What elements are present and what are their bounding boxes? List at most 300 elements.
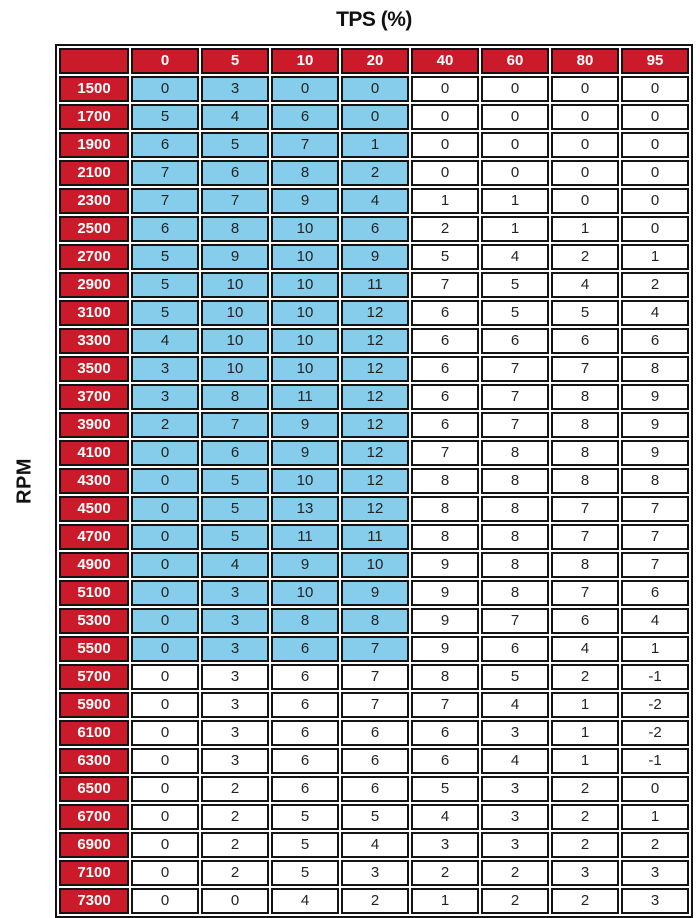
table-row — [59, 748, 689, 774]
value-cell: 8 — [341, 608, 409, 634]
column-header: 80 — [551, 48, 619, 74]
value-cell: 9 — [271, 552, 339, 578]
value-cell: 3 — [201, 636, 269, 662]
value-cell: 12 — [341, 356, 409, 382]
value-cell: 6 — [411, 328, 479, 354]
row-header: 3300 — [59, 328, 129, 354]
value-cell: -2 — [621, 720, 689, 746]
value-cell: -2 — [621, 692, 689, 718]
value-cell: 7 — [271, 132, 339, 158]
value-cell: 6 — [411, 720, 479, 746]
row-header: 7100 — [59, 860, 129, 886]
value-cell: 9 — [201, 244, 269, 270]
value-cell: 6 — [411, 412, 479, 438]
value-cell: 0 — [271, 76, 339, 102]
row-header: 5700 — [59, 664, 129, 690]
value-cell: 7 — [341, 664, 409, 690]
value-cell: 6 — [271, 720, 339, 746]
value-cell: 3 — [411, 832, 479, 858]
value-cell: 5 — [271, 832, 339, 858]
column-header: 40 — [411, 48, 479, 74]
value-cell: 4 — [131, 328, 199, 354]
value-cell: 12 — [341, 328, 409, 354]
row-header: 4700 — [59, 524, 129, 550]
value-cell: 2 — [341, 888, 409, 914]
value-cell: 8 — [481, 580, 549, 606]
value-cell: 7 — [481, 384, 549, 410]
table-row — [59, 188, 689, 214]
value-cell: 10 — [341, 552, 409, 578]
column-header: 20 — [341, 48, 409, 74]
row-header: 3700 — [59, 384, 129, 410]
value-cell: 10 — [201, 272, 269, 298]
value-cell: 9 — [621, 384, 689, 410]
value-cell: 6 — [481, 636, 549, 662]
value-cell: 3 — [551, 860, 619, 886]
value-cell: 7 — [551, 524, 619, 550]
value-cell: 5 — [411, 776, 479, 802]
value-cell: 6 — [341, 776, 409, 802]
value-cell: 0 — [131, 860, 199, 886]
value-cell: 2 — [481, 888, 549, 914]
value-cell: 7 — [201, 412, 269, 438]
value-cell: 2 — [411, 216, 479, 242]
value-cell: 0 — [131, 468, 199, 494]
row-header: 6100 — [59, 720, 129, 746]
table-row — [59, 104, 689, 130]
value-cell: 3 — [481, 804, 549, 830]
value-cell: 8 — [271, 160, 339, 186]
value-cell: 0 — [621, 160, 689, 186]
value-cell: 1 — [621, 244, 689, 270]
value-cell: 6 — [481, 328, 549, 354]
value-cell: 0 — [621, 776, 689, 802]
value-cell: 7 — [131, 188, 199, 214]
table-row — [59, 580, 689, 606]
row-header: 5900 — [59, 692, 129, 718]
value-cell: 6 — [271, 104, 339, 130]
value-cell: 0 — [481, 132, 549, 158]
value-cell: 11 — [271, 524, 339, 550]
value-cell: 10 — [271, 328, 339, 354]
value-cell: 5 — [481, 272, 549, 298]
row-header: 2900 — [59, 272, 129, 298]
row-header: 1700 — [59, 104, 129, 130]
row-header: 1900 — [59, 132, 129, 158]
table-body — [59, 76, 689, 914]
value-cell: 2 — [131, 412, 199, 438]
value-cell: 10 — [271, 272, 339, 298]
table-row — [59, 440, 689, 466]
value-cell: 0 — [131, 804, 199, 830]
value-cell: 7 — [201, 188, 269, 214]
value-cell: 12 — [341, 300, 409, 326]
table-row — [59, 76, 689, 102]
value-cell: 0 — [131, 552, 199, 578]
value-cell: 0 — [131, 692, 199, 718]
value-cell: 0 — [131, 76, 199, 102]
value-cell: 7 — [551, 356, 619, 382]
column-header: 10 — [271, 48, 339, 74]
column-header: 0 — [131, 48, 199, 74]
value-cell: 9 — [341, 244, 409, 270]
value-cell: 3 — [481, 776, 549, 802]
table-row — [59, 832, 689, 858]
value-cell: 12 — [341, 440, 409, 466]
chart-title: TPS (%) — [336, 8, 412, 31]
value-cell: 2 — [551, 888, 619, 914]
value-cell: 4 — [341, 832, 409, 858]
value-cell: 7 — [411, 440, 479, 466]
row-header: 5300 — [59, 608, 129, 634]
value-cell: 0 — [131, 524, 199, 550]
value-cell: 3 — [201, 720, 269, 746]
value-cell: 10 — [271, 580, 339, 606]
value-cell: 9 — [621, 412, 689, 438]
value-cell: 7 — [481, 608, 549, 634]
value-cell: 6 — [411, 384, 479, 410]
value-cell: 8 — [481, 552, 549, 578]
value-cell: 10 — [271, 244, 339, 270]
value-cell: 0 — [131, 720, 199, 746]
value-cell: 10 — [201, 300, 269, 326]
value-cell: 3 — [201, 608, 269, 634]
value-cell: 6 — [271, 692, 339, 718]
value-cell: 10 — [271, 300, 339, 326]
tps-rpm-map-table — [55, 44, 693, 918]
value-cell: 4 — [621, 608, 689, 634]
value-cell: 13 — [271, 496, 339, 522]
table-row — [59, 300, 689, 326]
table-row — [59, 888, 689, 914]
value-cell: 9 — [411, 580, 479, 606]
row-header: 4100 — [59, 440, 129, 466]
table-row — [59, 608, 689, 634]
value-cell: 2 — [551, 244, 619, 270]
value-cell: 7 — [551, 496, 619, 522]
table-row — [59, 132, 689, 158]
value-cell: 3 — [131, 356, 199, 382]
value-cell: 6 — [201, 160, 269, 186]
value-cell: 8 — [271, 608, 339, 634]
value-cell: 3 — [481, 720, 549, 746]
value-cell: 1 — [411, 188, 479, 214]
value-cell: 0 — [551, 76, 619, 102]
row-header: 7300 — [59, 888, 129, 914]
value-cell: 10 — [201, 328, 269, 354]
table-row — [59, 216, 689, 242]
value-cell: 9 — [341, 580, 409, 606]
value-cell: 8 — [621, 468, 689, 494]
value-cell: 6 — [621, 328, 689, 354]
value-cell: 2 — [341, 160, 409, 186]
row-header: 3900 — [59, 412, 129, 438]
row-header: 4900 — [59, 552, 129, 578]
value-cell: 6 — [271, 748, 339, 774]
value-cell: 8 — [551, 384, 619, 410]
value-cell: 1 — [411, 888, 479, 914]
value-cell: 6 — [271, 636, 339, 662]
value-cell: 0 — [621, 76, 689, 102]
value-cell: 7 — [481, 356, 549, 382]
value-cell: 0 — [131, 580, 199, 606]
value-cell: 8 — [621, 356, 689, 382]
row-header: 5500 — [59, 636, 129, 662]
value-cell: 3 — [621, 860, 689, 886]
value-cell: 5 — [271, 860, 339, 886]
value-cell: 5 — [271, 804, 339, 830]
value-cell: 0 — [341, 104, 409, 130]
value-cell: 1 — [621, 636, 689, 662]
value-cell: 3 — [341, 860, 409, 886]
value-cell: 0 — [131, 832, 199, 858]
value-cell: 7 — [551, 580, 619, 606]
value-cell: 4 — [411, 804, 479, 830]
value-cell: 0 — [131, 440, 199, 466]
value-cell: 11 — [271, 384, 339, 410]
value-cell: 0 — [411, 104, 479, 130]
value-cell: 7 — [411, 272, 479, 298]
value-cell: 0 — [551, 160, 619, 186]
value-cell: 7 — [131, 160, 199, 186]
value-cell: 6 — [341, 748, 409, 774]
value-cell: 0 — [551, 188, 619, 214]
value-cell: 6 — [411, 356, 479, 382]
value-cell: 6 — [201, 440, 269, 466]
value-cell: 0 — [481, 76, 549, 102]
value-cell: 5 — [201, 468, 269, 494]
value-cell: 1 — [481, 188, 549, 214]
row-header: 2700 — [59, 244, 129, 270]
table-row — [59, 692, 689, 718]
table-row — [59, 384, 689, 410]
value-cell: 12 — [341, 384, 409, 410]
value-cell: 6 — [131, 216, 199, 242]
table-row — [59, 664, 689, 690]
value-cell: 1 — [481, 216, 549, 242]
value-cell: 0 — [481, 160, 549, 186]
value-cell: 5 — [551, 300, 619, 326]
value-cell: 4 — [481, 748, 549, 774]
value-cell: 1 — [551, 216, 619, 242]
value-cell: 8 — [411, 524, 479, 550]
value-cell: 7 — [341, 692, 409, 718]
value-cell: 0 — [131, 608, 199, 634]
value-cell: 0 — [411, 76, 479, 102]
value-cell: 2 — [201, 776, 269, 802]
value-cell: 0 — [341, 76, 409, 102]
value-cell: 7 — [621, 552, 689, 578]
value-cell: 3 — [201, 580, 269, 606]
value-cell: 3 — [201, 664, 269, 690]
value-cell: 2 — [411, 860, 479, 886]
value-cell: 6 — [131, 132, 199, 158]
value-cell: 0 — [621, 188, 689, 214]
value-cell: 8 — [551, 440, 619, 466]
value-cell: 1 — [551, 720, 619, 746]
value-cell: 10 — [271, 356, 339, 382]
value-cell: 5 — [131, 244, 199, 270]
value-cell: 4 — [551, 272, 619, 298]
value-cell: -1 — [621, 664, 689, 690]
value-cell: 6 — [551, 328, 619, 354]
value-cell: 10 — [271, 216, 339, 242]
value-cell: 4 — [481, 692, 549, 718]
value-cell: 0 — [131, 664, 199, 690]
value-cell: 6 — [341, 216, 409, 242]
table-row — [59, 720, 689, 746]
column-header: 60 — [481, 48, 549, 74]
value-cell: 0 — [131, 888, 199, 914]
value-cell: 8 — [201, 384, 269, 410]
value-cell: 0 — [131, 496, 199, 522]
value-cell: 6 — [411, 748, 479, 774]
value-cell: 5 — [481, 300, 549, 326]
value-cell: 8 — [551, 552, 619, 578]
value-cell: 5 — [201, 132, 269, 158]
value-cell: 4 — [481, 244, 549, 270]
value-cell: 9 — [411, 552, 479, 578]
value-cell: 7 — [481, 412, 549, 438]
value-cell: 9 — [411, 636, 479, 662]
value-cell: 8 — [551, 468, 619, 494]
value-cell: 8 — [411, 468, 479, 494]
value-cell: 1 — [551, 692, 619, 718]
value-cell: 10 — [201, 356, 269, 382]
table-row — [59, 356, 689, 382]
row-header: 3500 — [59, 356, 129, 382]
value-cell: 12 — [341, 496, 409, 522]
y-axis-label: RPM — [13, 458, 36, 504]
row-header: 4300 — [59, 468, 129, 494]
value-cell: 3 — [201, 692, 269, 718]
value-cell: 0 — [551, 104, 619, 130]
value-cell: 6 — [621, 580, 689, 606]
table-row — [59, 412, 689, 438]
value-cell: 8 — [551, 412, 619, 438]
table-row — [59, 860, 689, 886]
value-cell: 2 — [551, 776, 619, 802]
value-cell: 8 — [411, 496, 479, 522]
value-cell: 0 — [131, 636, 199, 662]
value-cell: 4 — [201, 552, 269, 578]
row-header: 6500 — [59, 776, 129, 802]
value-cell: 0 — [131, 748, 199, 774]
row-header: 6700 — [59, 804, 129, 830]
value-cell: 5 — [201, 524, 269, 550]
table-row — [59, 468, 689, 494]
value-cell: 0 — [481, 104, 549, 130]
corner-cell — [59, 48, 129, 74]
column-header: 95 — [621, 48, 689, 74]
row-header: 2300 — [59, 188, 129, 214]
value-cell: 9 — [411, 608, 479, 634]
value-cell: 3 — [201, 76, 269, 102]
value-cell: 8 — [481, 440, 549, 466]
value-cell: 8 — [481, 496, 549, 522]
table-row — [59, 244, 689, 270]
value-cell: 0 — [621, 104, 689, 130]
row-header: 3100 — [59, 300, 129, 326]
value-cell: 5 — [411, 244, 479, 270]
table-header-row — [59, 48, 689, 74]
value-cell: 1 — [341, 132, 409, 158]
row-header: 1500 — [59, 76, 129, 102]
table-row — [59, 496, 689, 522]
value-cell: 12 — [341, 468, 409, 494]
value-cell: 4 — [551, 636, 619, 662]
table-row — [59, 776, 689, 802]
value-cell: 7 — [411, 692, 479, 718]
value-cell: 2 — [201, 832, 269, 858]
value-cell: 3 — [621, 888, 689, 914]
value-cell: 6 — [551, 608, 619, 634]
value-cell: 9 — [271, 188, 339, 214]
value-cell: 8 — [201, 216, 269, 242]
value-cell: 6 — [341, 720, 409, 746]
value-cell: 2 — [621, 832, 689, 858]
value-cell: 10 — [271, 468, 339, 494]
value-cell: 5 — [201, 496, 269, 522]
value-cell: 7 — [341, 636, 409, 662]
table-row — [59, 328, 689, 354]
row-header: 6300 — [59, 748, 129, 774]
value-cell: -1 — [621, 748, 689, 774]
value-cell: 9 — [271, 412, 339, 438]
value-cell: 3 — [201, 748, 269, 774]
value-cell: 5 — [131, 104, 199, 130]
value-cell: 11 — [341, 524, 409, 550]
value-cell: 5 — [131, 272, 199, 298]
table-row — [59, 804, 689, 830]
table-row — [59, 272, 689, 298]
value-cell: 2 — [551, 832, 619, 858]
value-cell: 4 — [621, 300, 689, 326]
row-header: 4500 — [59, 496, 129, 522]
value-cell: 8 — [481, 524, 549, 550]
value-cell: 9 — [271, 440, 339, 466]
value-cell: 2 — [481, 860, 549, 886]
table-row — [59, 524, 689, 550]
value-cell: 0 — [621, 216, 689, 242]
value-cell: 4 — [271, 888, 339, 914]
value-cell: 0 — [131, 776, 199, 802]
value-cell: 5 — [131, 300, 199, 326]
value-cell: 2 — [201, 804, 269, 830]
row-header: 5100 — [59, 580, 129, 606]
value-cell: 2 — [201, 860, 269, 886]
value-cell: 4 — [341, 188, 409, 214]
value-cell: 1 — [621, 804, 689, 830]
value-cell: 7 — [621, 524, 689, 550]
value-cell: 1 — [551, 748, 619, 774]
value-cell: 2 — [551, 804, 619, 830]
value-cell: 0 — [621, 132, 689, 158]
value-cell: 8 — [481, 468, 549, 494]
value-cell: 7 — [621, 496, 689, 522]
value-cell: 2 — [621, 272, 689, 298]
row-header: 2100 — [59, 160, 129, 186]
value-cell: 6 — [411, 300, 479, 326]
value-cell: 9 — [621, 440, 689, 466]
column-header: 5 — [201, 48, 269, 74]
value-cell: 0 — [201, 888, 269, 914]
value-cell: 5 — [341, 804, 409, 830]
value-cell: 2 — [551, 664, 619, 690]
row-header: 2500 — [59, 216, 129, 242]
value-cell: 8 — [411, 664, 479, 690]
table-row — [59, 552, 689, 578]
